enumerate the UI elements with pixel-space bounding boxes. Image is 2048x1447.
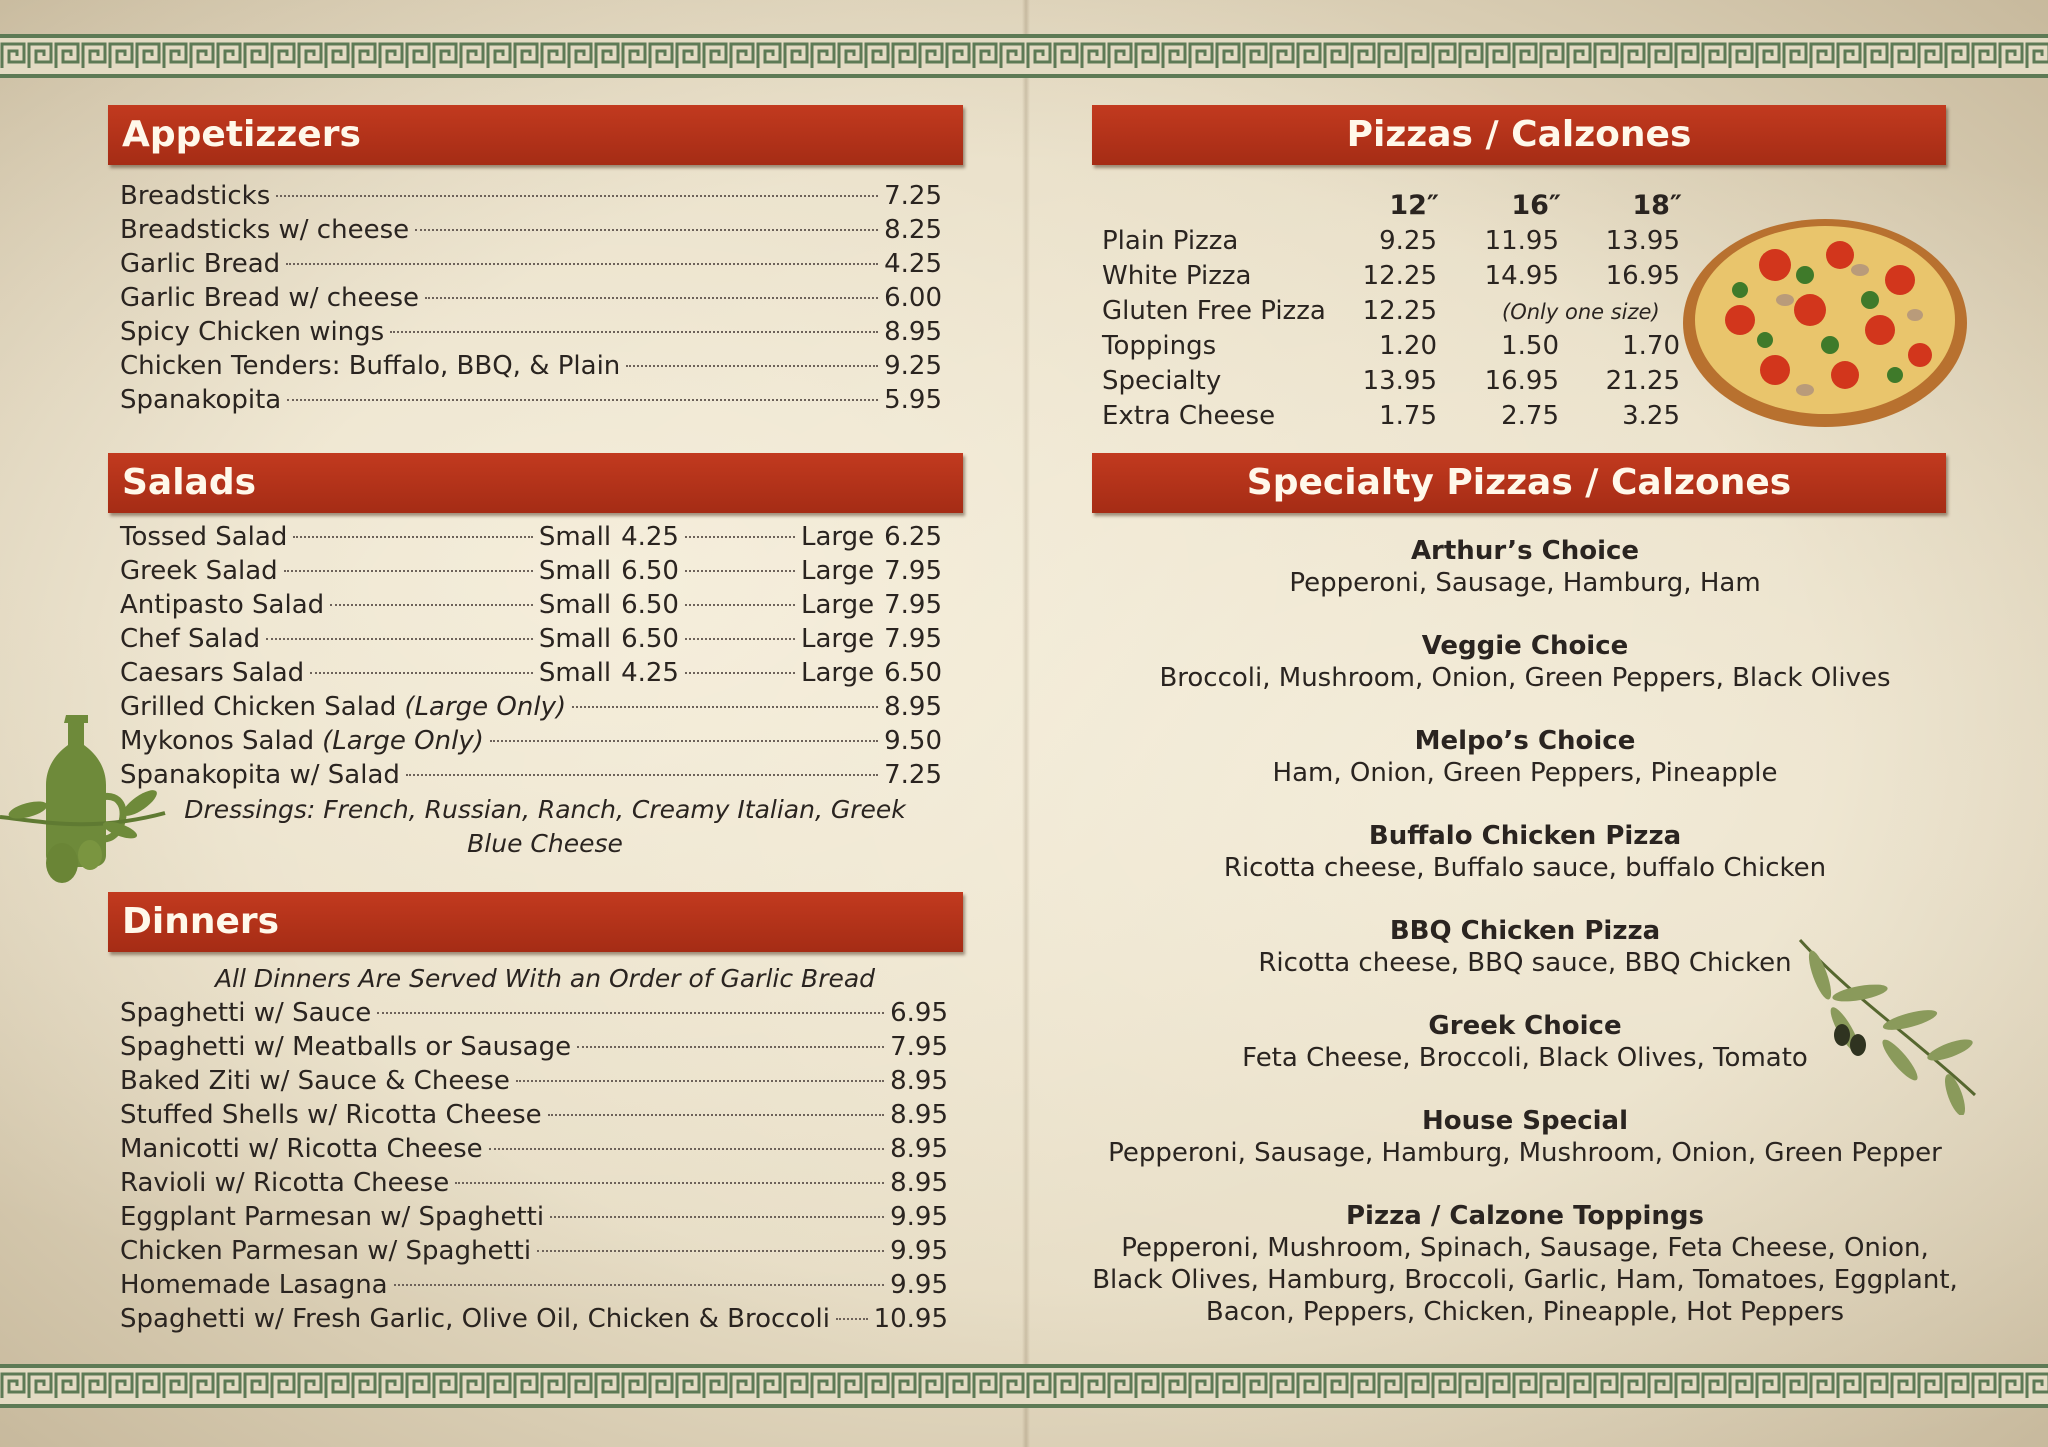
- dot-leader: [310, 672, 533, 674]
- specialty-toppings: Pepperoni, Sausage, Hamburg, Ham: [1289, 568, 1761, 598]
- specialty-name: BBQ Chicken Pizza: [1389, 916, 1661, 946]
- size-header: 12″: [1389, 190, 1439, 221]
- menu-item-row: [120, 1064, 948, 1098]
- item-note: (Large Only): [404, 692, 567, 722]
- size-small-label: Small: [538, 624, 612, 654]
- specialty-toppings: Broccoli, Mushroom, Onion, Green Peppers, Black Olives: [1159, 663, 1891, 693]
- dot-leader: [266, 638, 533, 640]
- item-price: 9.95: [890, 1236, 948, 1266]
- item-price: 9.25: [884, 351, 942, 381]
- small-price: 6.50: [621, 590, 679, 620]
- dot-leader: [685, 570, 795, 572]
- item-name: Garlic Bread w/ cheese: [120, 283, 420, 313]
- item-price: 7.25: [884, 760, 942, 790]
- dressings-line-1: Dressings: French, Russian, Ranch, Creamy Italian, Greek: [184, 795, 906, 824]
- specialty-toppings: Black Olives, Hamburg, Broccoli, Garlic, Ham, Tomatoes, Eggplant,: [1092, 1265, 1958, 1295]
- dot-leader: [455, 1182, 884, 1184]
- specialty-name: Veggie Choice: [1421, 631, 1629, 661]
- pizza-price: 11.95: [1484, 226, 1559, 256]
- olive-branch-icon: [1790, 935, 1980, 1115]
- item-name: Spaghetti w/ Fresh Garlic, Olive Oil, Chicken & Broccoli: [120, 1304, 830, 1334]
- size-large-label: Large: [800, 624, 875, 654]
- item-name: Antipasto Salad: [120, 590, 325, 620]
- menu-item-row: [120, 247, 942, 281]
- pizza-price: 12.25: [1362, 261, 1437, 291]
- size-small-label: Small: [538, 556, 612, 586]
- item-name: Spanakopita: [120, 385, 282, 415]
- menu-item-row: [120, 1200, 948, 1234]
- item-price: 6.95: [890, 998, 948, 1028]
- pizza-price: 1.75: [1379, 401, 1437, 431]
- specialty-item: [1092, 630, 1958, 694]
- size-header: 18″: [1632, 190, 1682, 221]
- menu-item-row: [120, 1030, 948, 1064]
- salad-sized-row: [120, 622, 942, 656]
- item-name: Caesars Salad: [120, 658, 305, 688]
- dot-leader: [415, 229, 878, 231]
- item-name: Chef Salad: [120, 624, 261, 654]
- menu-item-row: [120, 690, 942, 724]
- size-small-label: Small: [538, 590, 612, 620]
- item-name: Tossed Salad: [120, 522, 288, 552]
- pizza-row-name: Plain Pizza: [1102, 226, 1239, 256]
- greek-key-border-top: [0, 34, 2048, 78]
- menu-item-row: [120, 213, 942, 247]
- pizza-row-name: Gluten Free Pizza: [1102, 296, 1326, 326]
- pizza-price: 2.75: [1501, 401, 1559, 431]
- menu-item-row: [120, 315, 942, 349]
- item-name: Chicken Tenders: Buffalo, BBQ, & Plain: [120, 351, 621, 381]
- item-price: 8.95: [884, 317, 942, 347]
- dot-leader: [516, 1080, 884, 1082]
- menu-item-row: [120, 1098, 948, 1132]
- dot-leader: [550, 1216, 884, 1218]
- specialty-name: Pizza / Calzone Toppings: [1346, 1201, 1704, 1231]
- item-price: 7.95: [890, 1032, 948, 1062]
- dot-leader: [330, 604, 533, 606]
- specialty-name: Greek Choice: [1428, 1011, 1622, 1041]
- dot-leader: [572, 706, 878, 708]
- greek-key-border-bottom: [0, 1364, 2048, 1408]
- dot-leader: [394, 1284, 884, 1286]
- salad-sized-row: [120, 656, 942, 690]
- appetizers-header: Appetizzers: [108, 105, 963, 165]
- menu-item-row: [120, 1268, 948, 1302]
- size-small-label: Small: [538, 658, 612, 688]
- dot-leader: [489, 1148, 884, 1150]
- size-large-label: Large: [800, 590, 875, 620]
- dot-leader: [577, 1046, 884, 1048]
- pizza-row-name: White Pizza: [1102, 261, 1252, 291]
- specialty-toppings: Feta Cheese, Broccoli, Black Olives, Tomato: [1242, 1043, 1808, 1073]
- size-large-label: Large: [800, 658, 875, 688]
- pizza-price: 12.25: [1362, 296, 1437, 326]
- specialty-name: Melpo’s Choice: [1414, 726, 1636, 756]
- dot-leader: [287, 399, 878, 401]
- pizza-price: 3.25: [1622, 401, 1680, 431]
- pizza-price: 1.70: [1622, 331, 1680, 361]
- specialty-name: House Special: [1421, 1106, 1629, 1136]
- item-note: (Large Only): [322, 726, 484, 756]
- pizza-price: 13.95: [1605, 226, 1680, 256]
- small-price: 6.50: [621, 624, 679, 654]
- item-name: Stuffed Shells w/ Ricotta Cheese: [120, 1100, 542, 1130]
- pizza-row-name: Specialty: [1102, 366, 1222, 396]
- item-name: Spanakopita w/ Salad: [120, 760, 400, 790]
- specialty-toppings: Pepperoni, Sausage, Hamburg, Mushroom, Onion, Green Pepper: [1108, 1138, 1942, 1168]
- dot-leader: [425, 297, 878, 299]
- specialty-toppings: Ricotta cheese, BBQ sauce, BBQ Chicken: [1258, 948, 1792, 978]
- dot-leader: [836, 1318, 868, 1320]
- item-price: 8.95: [890, 1134, 948, 1164]
- dot-leader: [537, 1250, 884, 1252]
- pizza-price: 14.95: [1484, 261, 1559, 291]
- item-name: Ravioli w/ Ricotta Cheese: [120, 1168, 450, 1198]
- item-name: Homemade Lasagna: [120, 1270, 388, 1300]
- pizza-price: 21.25: [1605, 366, 1680, 396]
- dot-leader: [284, 570, 533, 572]
- specialty-toppings: Bacon, Peppers, Chicken, Pineapple, Hot Peppers: [1205, 1297, 1845, 1327]
- item-price: 8.95: [890, 1100, 948, 1130]
- item-name: Garlic Bread: [120, 249, 281, 279]
- menu-item-row: [120, 1132, 948, 1166]
- pizza-price: 9.25: [1379, 226, 1437, 256]
- dot-leader: [548, 1114, 884, 1116]
- salad-sized-row: [120, 520, 942, 554]
- small-price: 4.25: [621, 658, 679, 688]
- item-price: 7.25: [884, 181, 942, 211]
- dot-leader: [276, 195, 878, 197]
- pizza-price: 1.50: [1501, 331, 1559, 361]
- item-name: Greek Salad: [120, 556, 278, 586]
- pizza-price: 13.95: [1362, 366, 1437, 396]
- dot-leader: [685, 604, 795, 606]
- item-name: Spaghetti w/ Meatballs or Sausage: [120, 1032, 572, 1062]
- specialty-toppings: Ham, Onion, Green Peppers, Pineapple: [1272, 758, 1778, 788]
- large-price: 6.25: [884, 522, 942, 552]
- olive-oil-bottle-icon: [0, 705, 175, 890]
- item-price: 4.25: [884, 249, 942, 279]
- menu-item-row: [120, 281, 942, 315]
- dot-leader: [390, 331, 878, 333]
- specialty-toppings: Pepperoni, Mushroom, Spinach, Sausage, Feta Cheese, Onion,: [1121, 1233, 1929, 1263]
- specialty-name: Buffalo Chicken Pizza: [1368, 821, 1682, 851]
- dinners-header: Dinners: [108, 892, 963, 952]
- dot-leader: [685, 672, 795, 674]
- pizza-row-note: (Only one size): [1502, 300, 1660, 324]
- item-name: Spicy Chicken wings: [120, 317, 385, 347]
- pizza-row-name: Toppings: [1102, 331, 1217, 361]
- menu-item-row: [120, 1302, 948, 1336]
- menu-item-row: [120, 724, 942, 758]
- item-name: Breadsticks: [120, 181, 271, 211]
- size-large-label: Large: [800, 556, 875, 586]
- menu-item-row: [120, 1234, 948, 1268]
- menu-item-row: [120, 996, 948, 1030]
- item-name: Mykonos Salad: [120, 726, 315, 756]
- item-price: 8.25: [884, 215, 942, 245]
- size-small-label: Small: [538, 522, 612, 552]
- item-price: 9.95: [890, 1270, 948, 1300]
- dot-leader: [685, 536, 795, 538]
- size-header: 16″: [1511, 190, 1561, 221]
- specialty-item: [1092, 725, 1958, 789]
- item-price: 9.50: [884, 726, 942, 756]
- dot-leader: [377, 1012, 884, 1014]
- dot-leader: [293, 536, 533, 538]
- item-name: Breadsticks w/ cheese: [120, 215, 410, 245]
- small-price: 4.25: [621, 522, 679, 552]
- pizza-row-name: Extra Cheese: [1102, 401, 1276, 431]
- item-name: Manicotti w/ Ricotta Cheese: [120, 1134, 483, 1164]
- item-price: 8.95: [884, 692, 942, 722]
- item-price: 5.95: [884, 385, 942, 415]
- large-price: 7.95: [884, 590, 942, 620]
- pizza-image: [1680, 205, 1970, 435]
- item-name: Grilled Chicken Salad: [120, 692, 397, 722]
- pizza-price: 16.95: [1605, 261, 1680, 291]
- item-price: 8.95: [890, 1066, 948, 1096]
- dressings-line-2: Blue Cheese: [467, 829, 623, 858]
- dot-leader: [286, 263, 878, 265]
- menu-item-row: [120, 179, 942, 213]
- item-price: 6.00: [884, 283, 942, 313]
- large-price: 6.50: [884, 658, 942, 688]
- menu-item-row: [120, 758, 942, 792]
- dot-leader: [685, 638, 795, 640]
- pizza-price: 1.20: [1379, 331, 1437, 361]
- item-name: Baked Ziti w/ Sauce & Cheese: [120, 1066, 510, 1096]
- dot-leader: [626, 365, 878, 367]
- item-name: Eggplant Parmesan w/ Spaghetti: [120, 1202, 545, 1232]
- salad-sized-row: [120, 588, 942, 622]
- dot-leader: [490, 740, 878, 742]
- dinners-subtitle: All Dinners Are Served With an Order of Garlic Bread: [214, 964, 876, 993]
- specialty-item: [1092, 820, 1958, 884]
- item-name: Chicken Parmesan w/ Spaghetti: [120, 1236, 532, 1266]
- menu-item-row: [120, 349, 942, 383]
- item-price: 10.95: [873, 1304, 948, 1334]
- large-price: 7.95: [884, 556, 942, 586]
- small-price: 6.50: [621, 556, 679, 586]
- pizzas-header: Pizzas / Calzones: [1092, 105, 1946, 165]
- menu-item-row: [120, 383, 942, 417]
- center-fold: [1022, 0, 1030, 1447]
- specialty-item: [1092, 535, 1958, 599]
- pizza-price-table: [1102, 188, 1682, 438]
- item-price: 9.95: [890, 1202, 948, 1232]
- specialty-name: Arthur’s Choice: [1410, 536, 1640, 566]
- menu-item-row: [120, 1166, 948, 1200]
- large-price: 7.95: [884, 624, 942, 654]
- pizza-price: 16.95: [1484, 366, 1559, 396]
- specialty-toppings: Ricotta cheese, Buffalo sauce, buffalo Chicken: [1223, 853, 1827, 883]
- salads-header: Salads: [108, 453, 963, 513]
- dot-leader: [406, 774, 878, 776]
- item-name: Spaghetti w/ Sauce: [120, 998, 372, 1028]
- specialty-header: Specialty Pizzas / Calzones: [1092, 453, 1946, 513]
- size-large-label: Large: [800, 522, 875, 552]
- item-price: 8.95: [890, 1168, 948, 1198]
- salad-sized-row: [120, 554, 942, 588]
- specialty-item: [1092, 1200, 1958, 1328]
